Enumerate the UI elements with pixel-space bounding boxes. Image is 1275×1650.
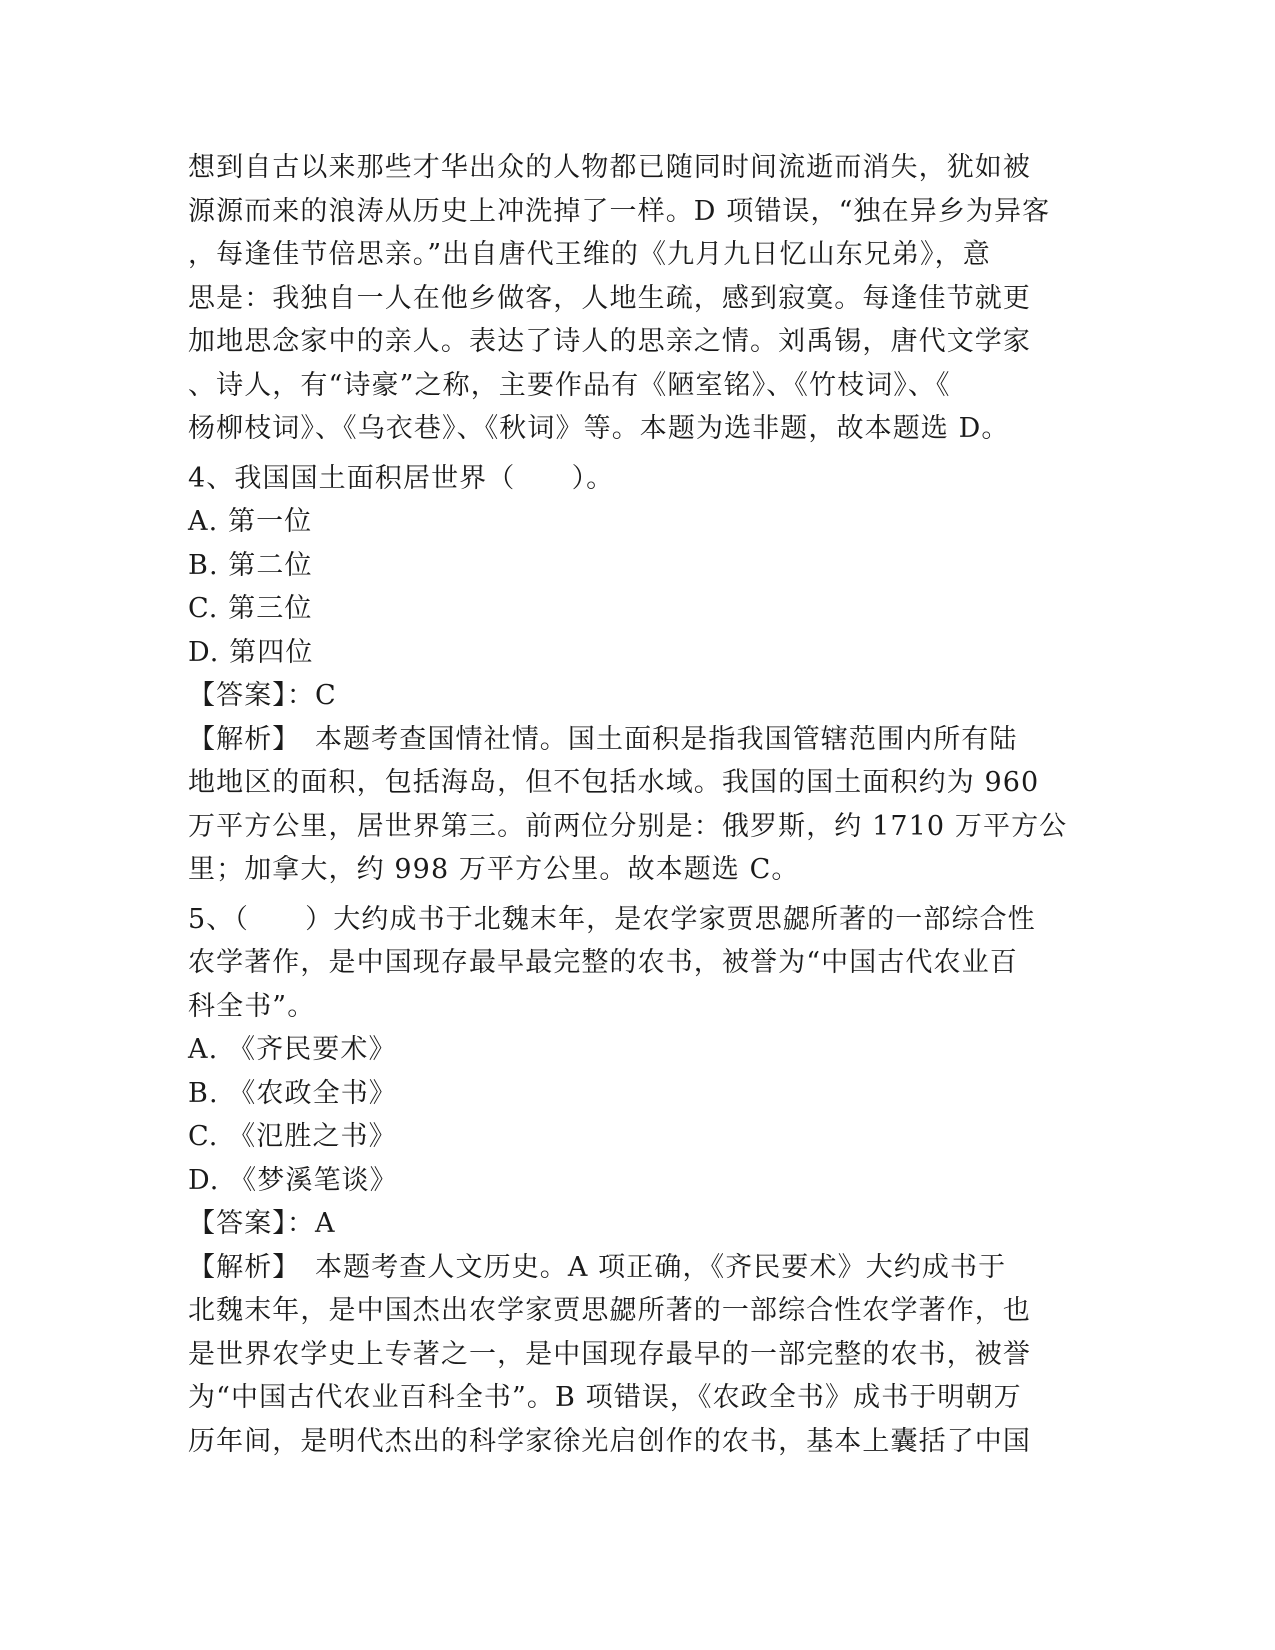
text-line: 加地思念家中的亲人。表达了诗人的思亲之情。刘禹锡，唐代文学家 xyxy=(188,326,1031,357)
text-line: 思是：我独自一人在他乡做客，人地生疏，感到寂寞。每逢佳节就更 xyxy=(188,282,1031,314)
question-text: 农学著作，是中国现存最早最完整的农书，被誉为“中国古代农业百 xyxy=(188,947,1018,978)
question-text: 4、我国国土面积居世界（ ）。 xyxy=(188,462,615,494)
option-d: D. 《梦溪笔谈》 xyxy=(188,1164,398,1196)
option-a: A. 《齐民要术》 xyxy=(188,1034,397,1065)
option-d: D. 第四位 xyxy=(188,636,314,668)
explanation-line: 历年间，是明代杰出的科学家徐光启创作的农书，基本上囊括了中国 xyxy=(188,1425,1031,1457)
question-4 xyxy=(188,457,1088,892)
question-text: 5、（ ）大约成书于北魏末年，是农学家贾思勰所著的一部综合性 xyxy=(188,903,1036,935)
option-a: A. 第一位 xyxy=(188,506,313,537)
option-c: C. 《氾胜之书》 xyxy=(188,1121,397,1152)
answer: 【答案】：C xyxy=(188,680,337,711)
explanation-line: 万平方公里，居世界第三。前两位分别是：俄罗斯，约 1710 万平方公 xyxy=(188,810,1068,842)
text-line: 想到自古以来那些才华出众的人物都已随同时间流逝而消失，犹如被 xyxy=(188,152,1031,183)
question-5 xyxy=(188,898,1088,1464)
explanation-line: 地地区的面积，包括海岛，但不包括水域。我国的国土面积约为 960 xyxy=(188,767,1040,798)
document-page xyxy=(188,146,1088,1463)
option-b: B. 《农政全书》 xyxy=(188,1077,397,1109)
text-line: 杨柳枝词》、《乌衣巷》、《秋词》等。本题为选非题，故本题选 D。 xyxy=(188,413,1010,444)
option-c: C. 第三位 xyxy=(188,593,313,624)
answer: 【答案】：A xyxy=(188,1208,336,1239)
explanation-line: 【解析】 本题考查国情社情。国土面积是指我国管辖范围内所有陆 xyxy=(188,723,1018,755)
explanation-line: 北魏末年，是中国杰出农学家贾思勰所著的一部综合性农学著作，也 xyxy=(188,1295,1031,1326)
explanation-line: 为“中国古代农业百科全书”。B 项错误，《农政全书》成书于明朝万 xyxy=(188,1382,1022,1413)
text-line: 、诗人，有“诗豪”之称，主要作品有《陋室铭》、《竹枝词》、《 xyxy=(188,369,951,401)
explanation-line: 里；加拿大，约 998 万平方公里。故本题选 C。 xyxy=(188,854,800,885)
text-line: 源源而来的浪涛从历史上冲洗掉了一样。D 项错误，“独在异乡为异客 xyxy=(188,195,1051,227)
text-line: ，每逢佳节倍思亲。”出自唐代王维的《九月九日忆山东兄弟》，意 xyxy=(188,239,991,270)
explanation-line: 是世界农学史上专著之一，是中国现存最早的一部完整的农书，被誉 xyxy=(188,1338,1031,1370)
explanation-line: 【解析】 本题考查人文历史。A 项正确，《齐民要术》大约成书于 xyxy=(188,1251,1007,1283)
question-text: 科全书”。 xyxy=(188,990,316,1022)
option-b: B. 第二位 xyxy=(188,549,313,581)
prev-explanation xyxy=(188,146,1088,451)
